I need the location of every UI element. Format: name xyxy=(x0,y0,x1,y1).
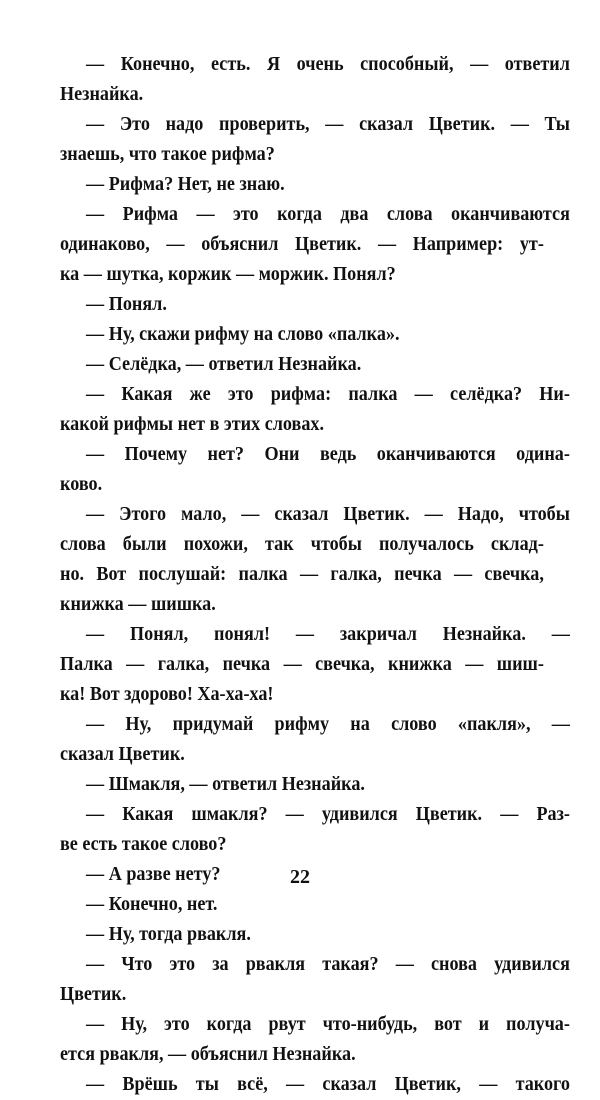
text-line: — Рифма — это когда два слова оканчиваются xyxy=(86,204,570,225)
text-line: ется рвакля, — объяснил Незнайка. xyxy=(60,1044,356,1065)
text-line: — Рифма? Нет, не знаю. xyxy=(86,174,285,195)
text-line: — Понял, понял! — закричал Незнайка. — xyxy=(86,624,570,645)
text-line: — Этого мало, — сказал Цветик. — Надо, чтобы xyxy=(86,504,570,525)
text-line: — Понял. xyxy=(86,294,167,315)
text-line: ково. xyxy=(60,474,103,495)
text-line: книжка — шишка. xyxy=(60,594,216,615)
text-line: — Это надо проверить, — сказал Цветик. — Ты xyxy=(86,114,570,135)
text-line: ве есть такое слово? xyxy=(60,834,227,855)
text-line: — Ну, тогда рвакля. xyxy=(86,924,251,945)
text-line: ка! Вот здорово! Ха-ха-ха! xyxy=(60,684,274,705)
text-line: — Какая шмакля? — удивился Цветик. — Раз- xyxy=(86,804,570,825)
text-line: но. Вот послушай: палка — галка, печка — свечка, xyxy=(60,564,544,585)
text-line: Палка — галка, печка — свечка, книжка — шиш- xyxy=(60,654,544,675)
page-text xyxy=(60,50,570,1100)
text-line: слова были похожи, так чтобы получалось склад- xyxy=(60,534,544,555)
text-line: — Почему нет? Они ведь оканчиваются одина- xyxy=(86,444,570,465)
page-number: 22 xyxy=(290,866,310,888)
text-line: — Конечно, есть. Я очень способный, — ответил xyxy=(86,54,570,75)
text-line: ка — шутка, коржик — моржик. Понял? xyxy=(60,264,396,285)
text-line: знаешь, что такое рифма? xyxy=(60,144,275,165)
text-line: какой рифмы нет в этих словах. xyxy=(60,414,325,435)
text-line: — Врёшь ты всё, — сказал Цветик, — такого xyxy=(86,1074,570,1095)
text-line: Незнайка. xyxy=(60,84,144,105)
text-line: — Что это за рвакля такая? — снова удивился xyxy=(86,954,570,975)
text-line: одинаково, — объяснил Цветик. — Например: ут- xyxy=(60,234,544,255)
text-line: Цветик. xyxy=(60,984,127,1005)
text-line: — Какая же это рифма: палка — селёдка? Ни- xyxy=(86,384,570,405)
text-line: — Конечно, нет. xyxy=(86,894,218,915)
text-line: — Селёдка, — ответил Незнайка. xyxy=(86,354,362,375)
text-line: — Ну, придумай рифму на слово «пакля», — xyxy=(86,714,570,735)
text-line: — А разве нету? xyxy=(86,864,221,885)
text-line: — Ну, скажи рифму на слово «палка». xyxy=(86,324,400,345)
text-line: — Ну, это когда рвут что-нибудь, вот и получа- xyxy=(86,1014,570,1035)
text-line: сказал Цветик. xyxy=(60,744,185,765)
text-line: — Шмакля, — ответил Незнайка. xyxy=(86,774,365,795)
